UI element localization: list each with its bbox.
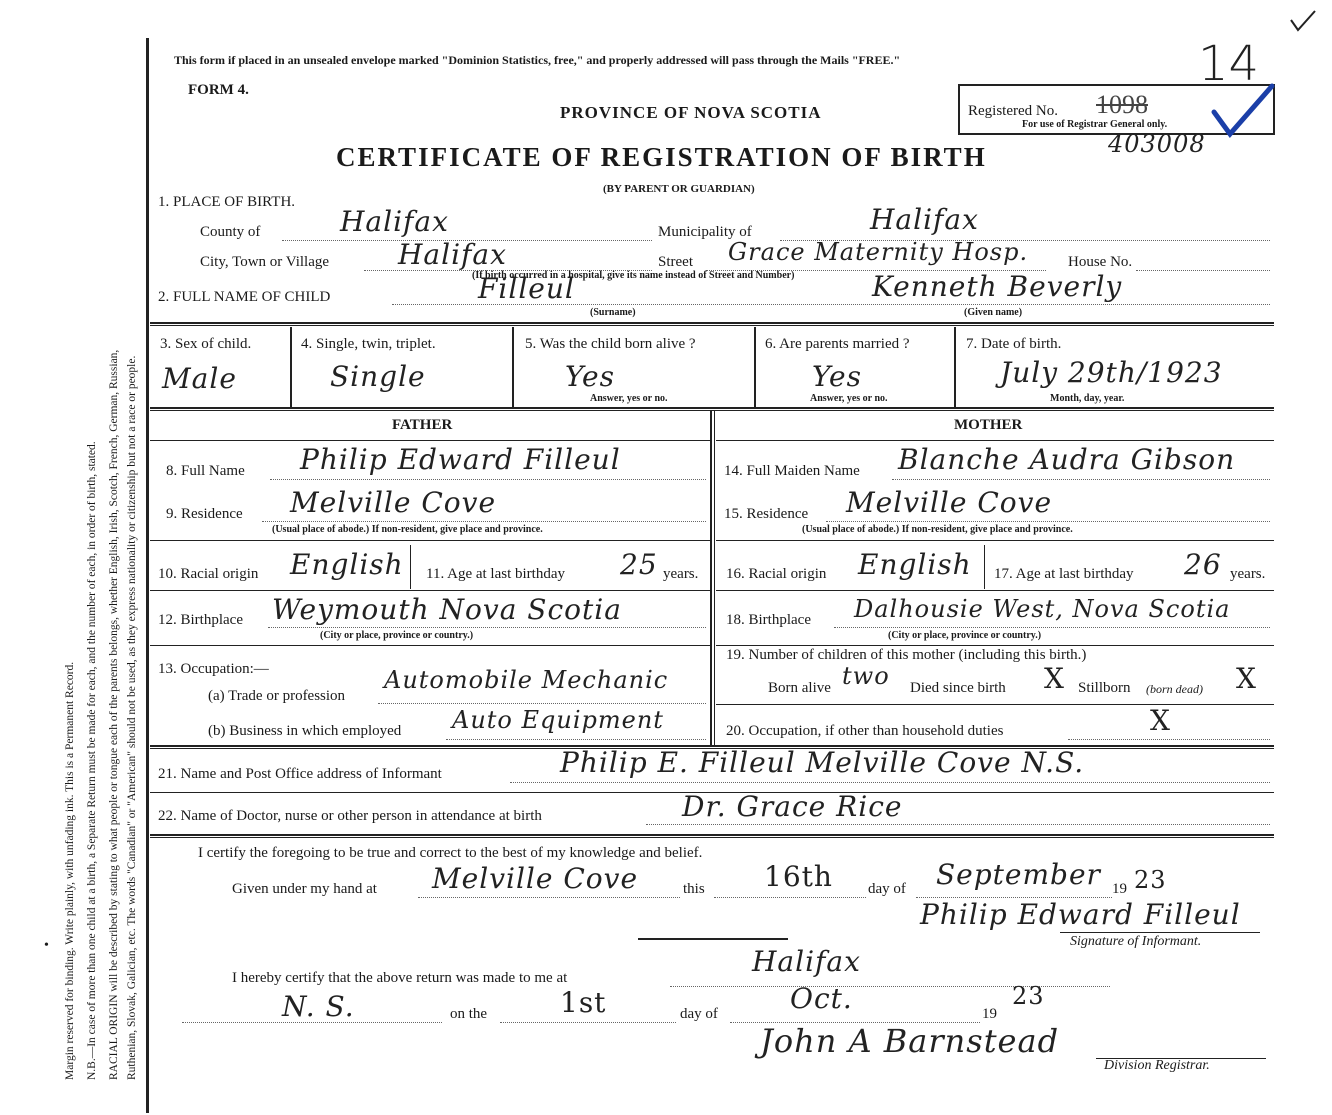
certify-statement: I certify the foregoing to be true and correct to the best of my knowledge and belief. — [198, 845, 703, 861]
business-label: (b) Business in which employed — [208, 723, 402, 739]
alive-label: 5. Was the child born alive ? — [525, 336, 696, 352]
business-value: Auto Equipment — [452, 706, 664, 734]
form-number: FORM 4. — [188, 82, 249, 98]
mother-age: 26 — [1184, 548, 1222, 581]
children-label: 19. Number of children of this mother (including this birth.) — [726, 647, 1087, 663]
margin-rule — [146, 38, 149, 1113]
father-residence-label: 9. Residence — [166, 506, 243, 522]
margin-text-2: N.B.—In case of more than one child at a birth, a Separate Return must be made for each, and the number of each, in order of birth, stated. — [86, 441, 98, 1080]
registrar-month: Oct. — [790, 982, 853, 1015]
father-birthplace-label: 12. Birthplace — [158, 612, 243, 628]
registrar-caption: Division Registrar. — [1104, 1058, 1210, 1073]
single-label: 4. Single, twin, triplet. — [301, 336, 436, 352]
registrar-place: Halifax — [752, 945, 861, 978]
mother-racial: English — [858, 548, 972, 581]
dob-label: 7. Date of birth. — [966, 336, 1062, 352]
mother-residence-label: 15. Residence — [724, 506, 809, 522]
father-name: Philip Edward Filleul — [300, 443, 621, 476]
registrar-day-of-label: day of — [680, 1006, 718, 1022]
municipality-label: Municipality of — [658, 224, 752, 240]
certify-month: September — [936, 858, 1101, 891]
margin-bullet: • — [44, 938, 49, 953]
mother-racial-label: 16. Racial origin — [726, 566, 827, 582]
mother-heading: MOTHER — [954, 417, 1023, 433]
certify-day: 16th — [764, 860, 833, 893]
certify-year: 23 — [1134, 866, 1167, 894]
informant-value: Philip E. Filleul Melville Cove N.S. — [560, 746, 1085, 779]
father-residence: Melville Cove — [290, 486, 497, 519]
stillborn-value: X — [1236, 662, 1257, 695]
house-label: House No. — [1068, 254, 1133, 270]
mother-abode-note: (Usual place of abode.) If non-resident, give place and province. — [802, 524, 1073, 535]
street-label: Street — [658, 254, 693, 270]
stillborn-label: Stillborn — [1078, 680, 1131, 696]
died-value: X — [1044, 662, 1065, 695]
margin-text-3: RACIAL ORIGIN will be described by stating to what people or tongue each of the parents belongs, whether English, Irish, Scotch, French, German, Russian, — [108, 349, 120, 1080]
surname-caption: (Surname) — [590, 307, 636, 318]
municipality-value: Halifax — [870, 203, 979, 236]
dob-value: July 29th/1923 — [1000, 356, 1223, 389]
page-title: CERTIFICATE OF REGISTRATION OF BIRTH — [336, 142, 987, 172]
county-label: County of — [200, 224, 261, 240]
registered-label: Registered No. — [968, 103, 1058, 119]
registered-stamp: 14 — [1198, 36, 1260, 92]
stillborn-note: (born dead) — [1146, 682, 1203, 696]
registrar-place-2: N. S. — [282, 990, 355, 1023]
margin-text-4: Ruthenian, Slovak, Galician, etc. The words "Canadian" or "American" should not be used, as they express nationality or citizenship but not a race or people. — [126, 355, 138, 1080]
registrar-year-prefix: 19 — [982, 1006, 997, 1022]
day-of-label: day of — [868, 881, 906, 897]
father-racial-label: 10. Racial origin — [158, 566, 259, 582]
mother-birthplace-label: 18. Birthplace — [726, 612, 811, 628]
mother-age-label: 17. Age at last birthday — [994, 566, 1134, 582]
given-place: Melville Cove — [432, 862, 639, 895]
informant-signature: Philip Edward Filleul — [920, 898, 1241, 931]
father-city-note: (City or place, province or country.) — [320, 630, 474, 641]
city-value: Halifax — [398, 238, 507, 271]
place-heading: 1. PLACE OF BIRTH. — [158, 194, 296, 210]
sex-label: 3. Sex of child. — [160, 336, 252, 352]
doctor-value: Dr. Grace Rice — [682, 790, 903, 823]
father-age: 25 — [620, 548, 658, 581]
father-age-label: 11. Age at last birthday — [426, 566, 565, 582]
registrar-signature: John A Barnstead — [760, 1022, 1060, 1060]
mother-name: Blanche Audra Gibson — [898, 443, 1236, 476]
registered-note: For use of Registrar General only. — [1022, 119, 1168, 130]
on-the-label: on the — [450, 1006, 488, 1022]
informant-label: 21. Name and Post Office address of Informant — [158, 766, 442, 782]
sex-value: Male — [162, 362, 237, 395]
child-name-label: 2. FULL NAME OF CHILD — [158, 289, 331, 305]
dob-caption: Month, day, year. — [1050, 393, 1125, 404]
mother-city-note: (City or place, province or country.) — [888, 630, 1042, 641]
mother-occupation-value: X — [1150, 704, 1171, 737]
corner-check-icon — [1288, 8, 1318, 34]
registrar-statement: I hereby certify that the above return was made to me at — [232, 970, 568, 986]
page-subtitle: (BY PARENT OR GUARDIAN) — [603, 183, 755, 195]
died-label: Died since birth — [910, 680, 1006, 696]
hospital-note: (If birth occurred in a hospital, give its name instead of Street and Number) — [472, 270, 795, 281]
single-value: Single — [330, 360, 426, 393]
registrar-year: 23 — [1012, 982, 1045, 1010]
married-label: 6. Are parents married ? — [765, 336, 910, 352]
registration-number: 403008 — [1108, 130, 1206, 158]
child-given-name: Kenneth Beverly — [872, 270, 1123, 303]
father-years: years. — [663, 566, 699, 582]
province-heading: PROVINCE OF NOVA SCOTIA — [560, 103, 822, 122]
margin-text-1: Margin reserved for binding. Write plainly, with unfading ink. This is a Permanent Record. — [64, 661, 76, 1080]
this-label: this — [683, 881, 705, 897]
mail-note: This form if placed in an unsealed envelope marked "Dominion Statistics, free," and properly addressed will pass through the Mails "FREE." — [174, 53, 901, 67]
registrar-day: 1st — [560, 986, 607, 1019]
registered-value: 1098 — [1096, 90, 1148, 119]
trade-label: (a) Trade or profession — [208, 688, 346, 704]
mother-birthplace: Dalhousie West, Nova Scotia — [854, 595, 1231, 623]
mother-name-label: 14. Full Maiden Name — [724, 463, 860, 479]
born-alive-value: two — [842, 662, 890, 690]
given-caption: (Given name) — [964, 307, 1023, 318]
signature-caption: Signature of Informant. — [1070, 934, 1202, 949]
married-value: Yes — [812, 360, 862, 393]
father-name-label: 8. Full Name — [166, 463, 245, 479]
father-occupation-label: 13. Occupation:— — [158, 661, 269, 677]
mother-residence: Melville Cove — [846, 486, 1053, 519]
father-heading: FATHER — [392, 417, 453, 433]
mother-occupation-label: 20. Occupation, if other than household duties — [726, 723, 1004, 739]
doctor-label: 22. Name of Doctor, nurse or other person in attendance at birth — [158, 808, 542, 824]
given-label: Given under my hand at — [232, 881, 377, 897]
trade-value: Automobile Mechanic — [384, 666, 669, 694]
father-birthplace: Weymouth Nova Scotia — [272, 593, 622, 626]
county-value: Halifax — [340, 205, 449, 238]
father-racial: English — [290, 548, 404, 581]
checkmark-icon — [1210, 82, 1276, 142]
married-caption: Answer, yes or no. — [810, 393, 888, 404]
father-abode-note: (Usual place of abode.) If non-resident, give place and province. — [272, 524, 543, 535]
born-alive-label: Born alive — [768, 680, 831, 696]
alive-value: Yes — [565, 360, 615, 393]
alive-caption: Answer, yes or no. — [590, 393, 668, 404]
certify-year-prefix: 19 — [1112, 881, 1127, 897]
city-label: City, Town or Village — [200, 254, 330, 270]
mother-years: years. — [1230, 566, 1266, 582]
street-value: Grace Maternity Hosp. — [728, 238, 1029, 266]
child-surname: Filleul — [478, 272, 575, 305]
